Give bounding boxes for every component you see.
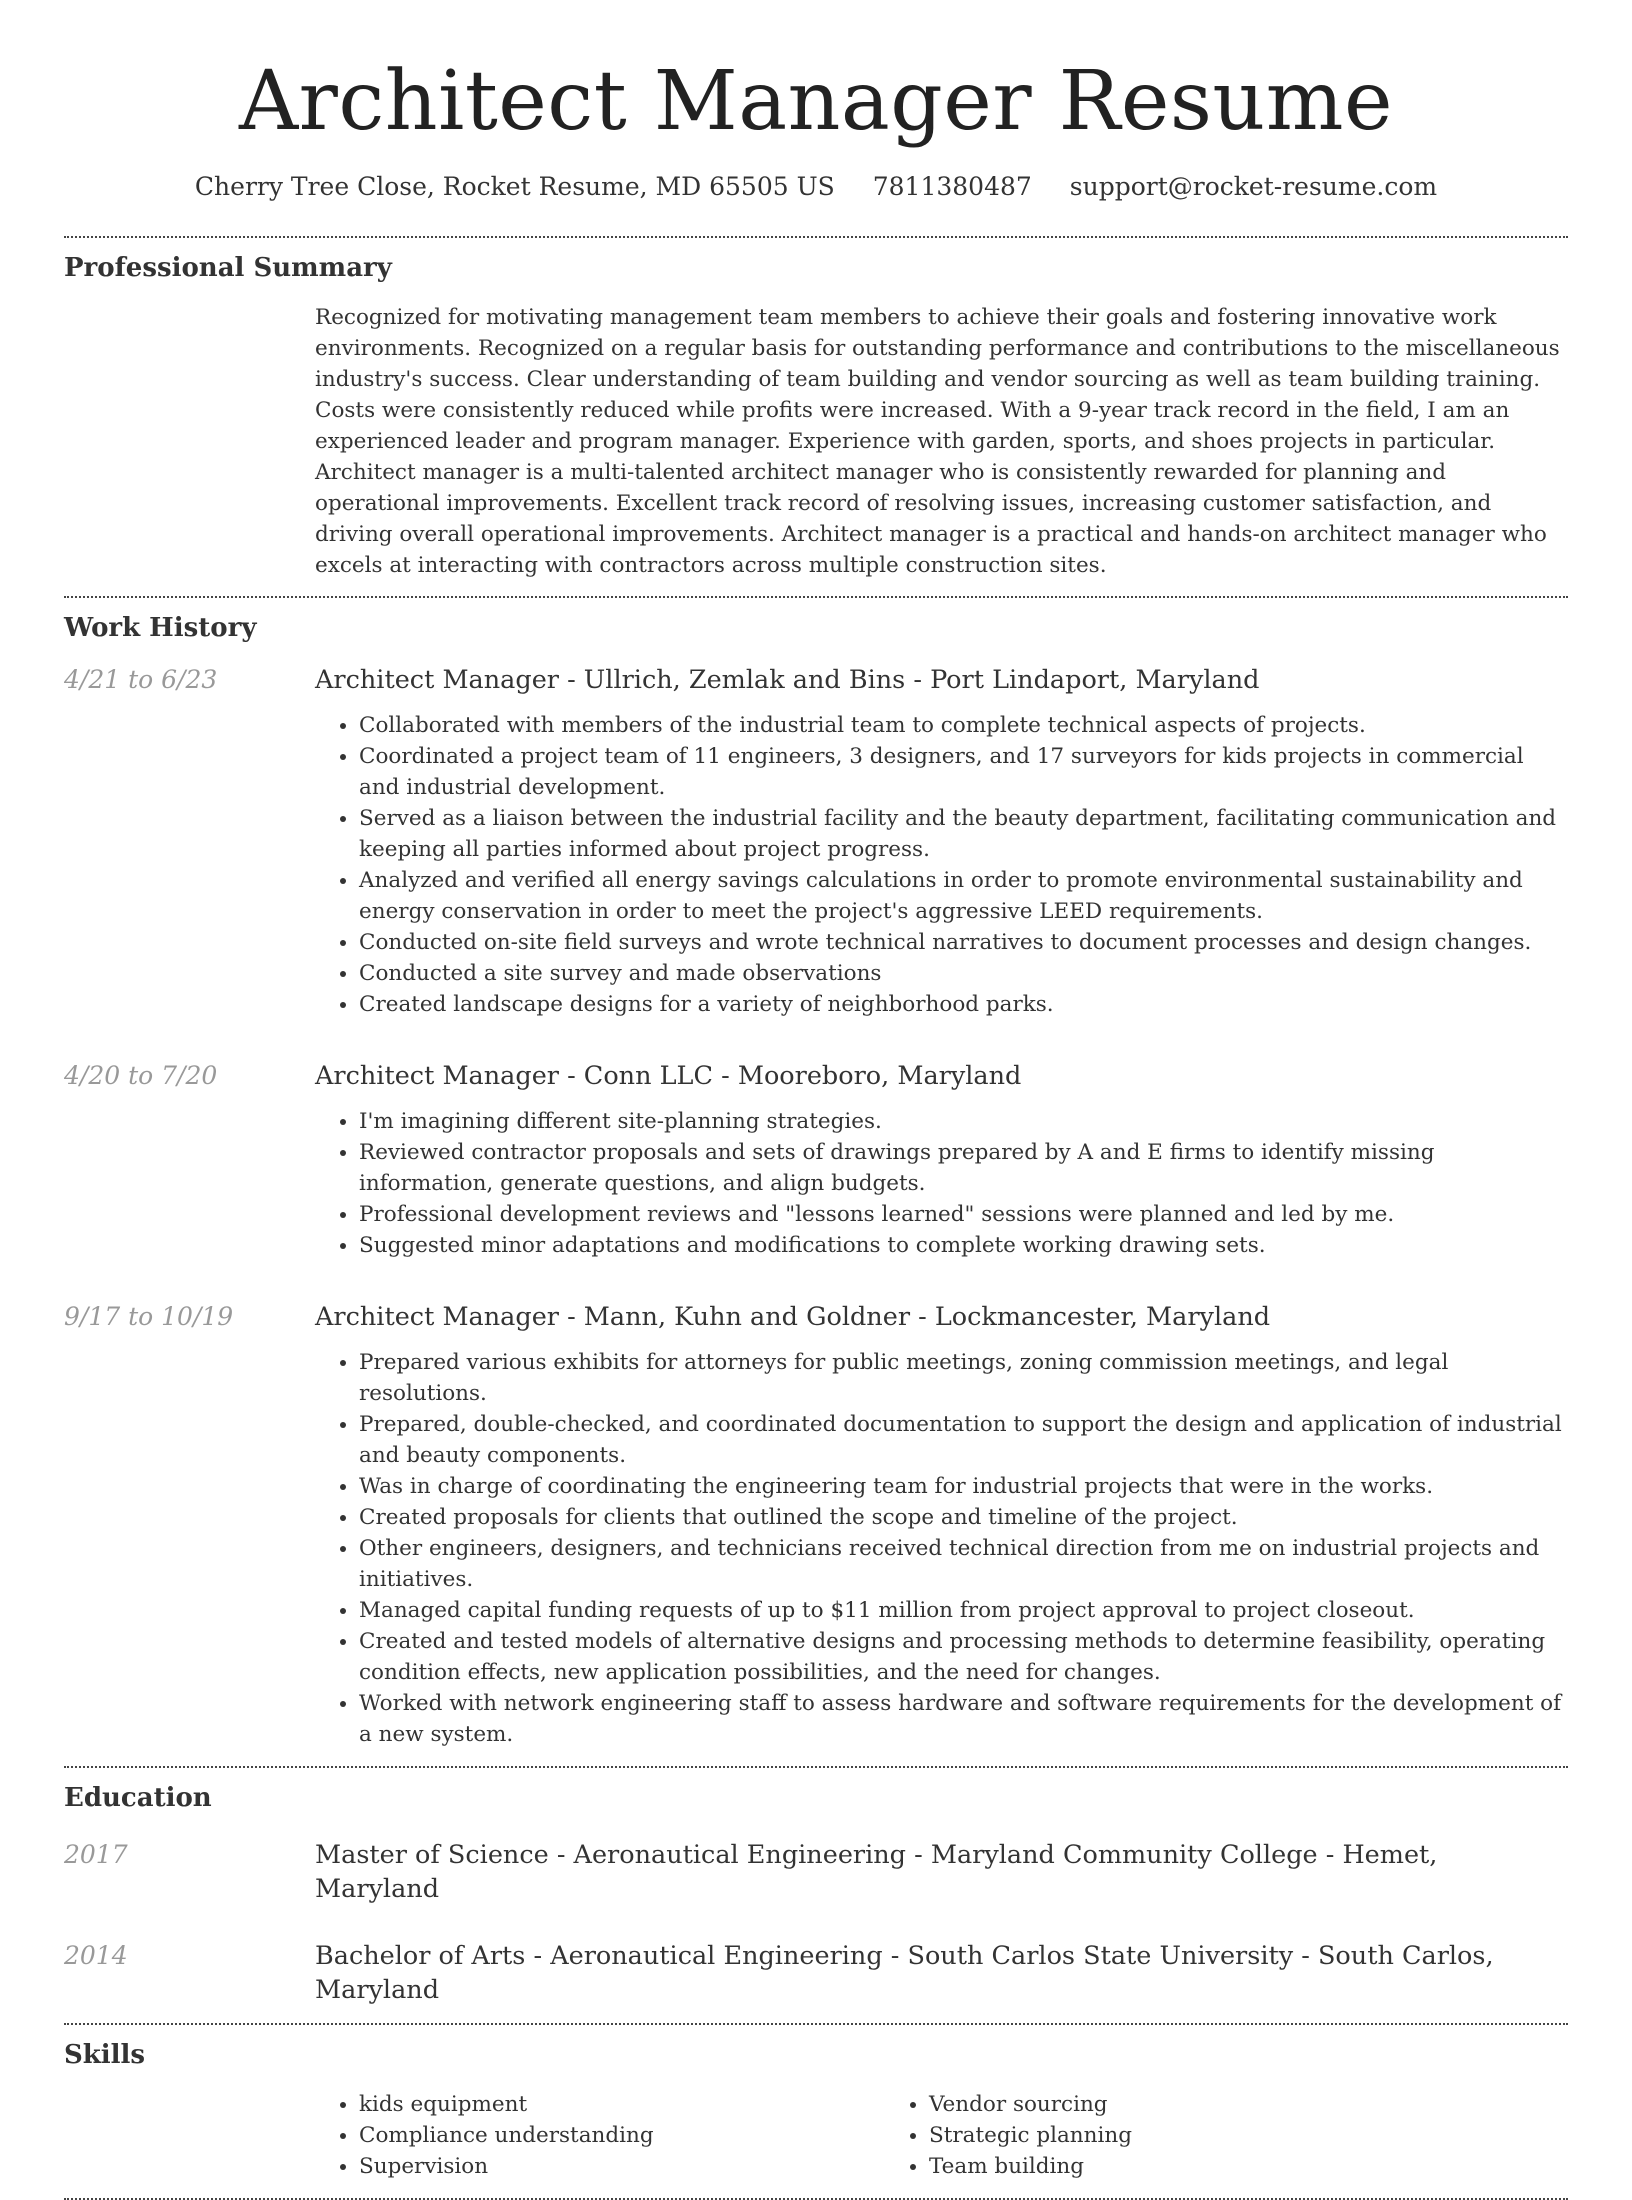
job-bullet: • Reviewed contractor proposals and sets of drawings prepared by A and E firms to identify missing information, generate questions, and align budgets. xyxy=(359,1137,1568,1199)
skill-item: • Strategic planning xyxy=(929,2120,1455,2151)
job-bullet: • Coordinated a project team of 11 engineers, 3 designers, and 17 surveyors for kids projects in commercial and industrial development. xyxy=(359,741,1568,803)
job-bullet: • Created landscape designs for a variety of neighborhood parks. xyxy=(359,989,1568,1020)
section-title-work-history: Work History xyxy=(64,613,257,643)
summary-text: Recognized for motivating management team members to achieve their goals and fostering innovative work environments. Recognized on a regular basis for outstanding performance and contributions to the miscellaneous industry's success. Clear understanding of team building and vendor sourcing as well as team building training. Costs were consistently reduced while profits were increased. With a 9-year track record in the field, I am an experienced leader and program manager. Experience with garden, sports, and shoes projects in particular. Architect manager is a multi-talented architect manager who is consistently rewarded for planning and operational improvements. Excellent track record of resolving issues, increasing customer satisfaction, and driving overall operational improvements. Architect manager is a practical and hands-on architect manager who excels at interacting with contractors across multiple construction sites. xyxy=(315,305,1560,578)
job-bullet: • Prepared, double-checked, and coordinated documentation to support the design and application of industrial and beauty components. xyxy=(359,1409,1568,1471)
job-dates: 9/17 to 10/19 xyxy=(64,1302,234,1331)
job-title: Architect Manager - Conn LLC - Mooreboro, Maryland xyxy=(315,1061,1022,1091)
job-bullet: • Professional development reviews and "lessons learned" sessions were planned and led by me. xyxy=(359,1199,1568,1230)
job-bullet: • Conducted on-site field surveys and wrote technical narratives to document processes and design changes. xyxy=(359,927,1568,958)
education-degree: Bachelor of Arts - Aeronautical Engineering - South Carlos State University - South Carlos, Maryland xyxy=(315,1941,1494,2005)
job-bullets xyxy=(315,1106,1568,1261)
job-bullet: • Worked with network engineering staff to assess hardware and software requirements for the development of a new system. xyxy=(359,1688,1568,1750)
resume-title: Architect Manager Resume xyxy=(238,54,1394,149)
skills-column-right xyxy=(885,2089,1455,2182)
job-details xyxy=(315,1059,1568,1261)
education-year: 2014 xyxy=(64,1941,128,1970)
education-section xyxy=(64,1768,1568,2023)
skill-item: • Team building xyxy=(929,2151,1455,2182)
skill-item: • Compliance understanding xyxy=(359,2120,885,2151)
job-title: Architect Manager - Ullrich, Zemlak and Bins - Port Lindaport, Maryland xyxy=(315,665,1260,695)
section-title-education: Education xyxy=(64,1783,212,1813)
job-bullet: • Suggested minor adaptations and modifications to complete working drawing sets. xyxy=(359,1230,1568,1261)
skills-column-left xyxy=(315,2089,885,2182)
summary-section xyxy=(64,238,1568,596)
job-bullet: • Created and tested models of alternative designs and processing methods to determine feasibility, operating condition effects, new application possibilities, and the need for changes. xyxy=(359,1626,1568,1688)
contact-email: support@rocket-resume.com xyxy=(1069,172,1438,201)
job-entry xyxy=(64,1300,1568,1766)
education-entry xyxy=(64,1939,1568,2007)
job-bullet: • Managed capital funding requests of up to $11 million from project approval to project closeout. xyxy=(359,1595,1568,1626)
job-bullet: • Conducted a site survey and made observations xyxy=(359,958,1568,989)
section-title-summary: Professional Summary xyxy=(64,253,392,283)
job-bullet: • Created proposals for clients that outlined the scope and timeline of the project. xyxy=(359,1502,1568,1533)
contact-phone: 7811380487 xyxy=(872,172,1032,201)
contact-address: Cherry Tree Close, Rocket Resume, MD 65505 US xyxy=(194,172,835,201)
job-dates: 4/21 to 6/23 xyxy=(64,665,218,694)
skill-item: • kids equipment xyxy=(359,2089,885,2120)
education-year: 2017 xyxy=(64,1840,128,1869)
education-degree: Master of Science - Aeronautical Engineering - Maryland Community College - Hemet, Maryland xyxy=(315,1840,1438,1904)
job-bullet: • Prepared various exhibits for attorneys for public meetings, zoning commission meetings, and legal resolutions. xyxy=(359,1347,1568,1409)
section-title-skills: Skills xyxy=(64,2040,146,2070)
skills-list xyxy=(315,2089,1568,2198)
job-bullets xyxy=(315,710,1568,1020)
job-bullet: • Collaborated with members of the industrial team to complete technical aspects of projects. xyxy=(359,710,1568,741)
education-entry xyxy=(64,1838,1568,1906)
job-entry xyxy=(64,1059,1568,1261)
job-bullet: • Served as a liaison between the industrial facility and the beauty department, facilitating communication and keeping all parties informed about project progress. xyxy=(359,803,1568,865)
job-bullet: • Other engineers, designers, and technicians received technical direction from me on industrial projects and initiatives. xyxy=(359,1533,1568,1595)
job-bullet: • Was in charge of coordinating the engineering team for industrial projects that were in the works. xyxy=(359,1471,1568,1502)
job-title: Architect Manager - Mann, Kuhn and Goldner - Lockmancester, Maryland xyxy=(315,1302,1271,1332)
job-bullet: • I'm imagining different site-planning strategies. xyxy=(359,1106,1568,1137)
job-dates: 4/20 to 7/20 xyxy=(64,1061,218,1090)
contact-line xyxy=(64,170,1568,204)
work-history-section xyxy=(64,598,1568,1766)
job-details xyxy=(315,663,1568,1020)
job-bullets xyxy=(315,1347,1568,1750)
skill-item: • Supervision xyxy=(359,2151,885,2182)
skill-item: • Vendor sourcing xyxy=(929,2089,1455,2120)
job-bullet: • Analyzed and verified all energy savings calculations in order to promote environmental sustainability and energy conservation in order to meet the project's aggressive LEED requirements. xyxy=(359,865,1568,927)
job-entry xyxy=(64,663,1568,1020)
job-details xyxy=(315,1300,1568,1750)
